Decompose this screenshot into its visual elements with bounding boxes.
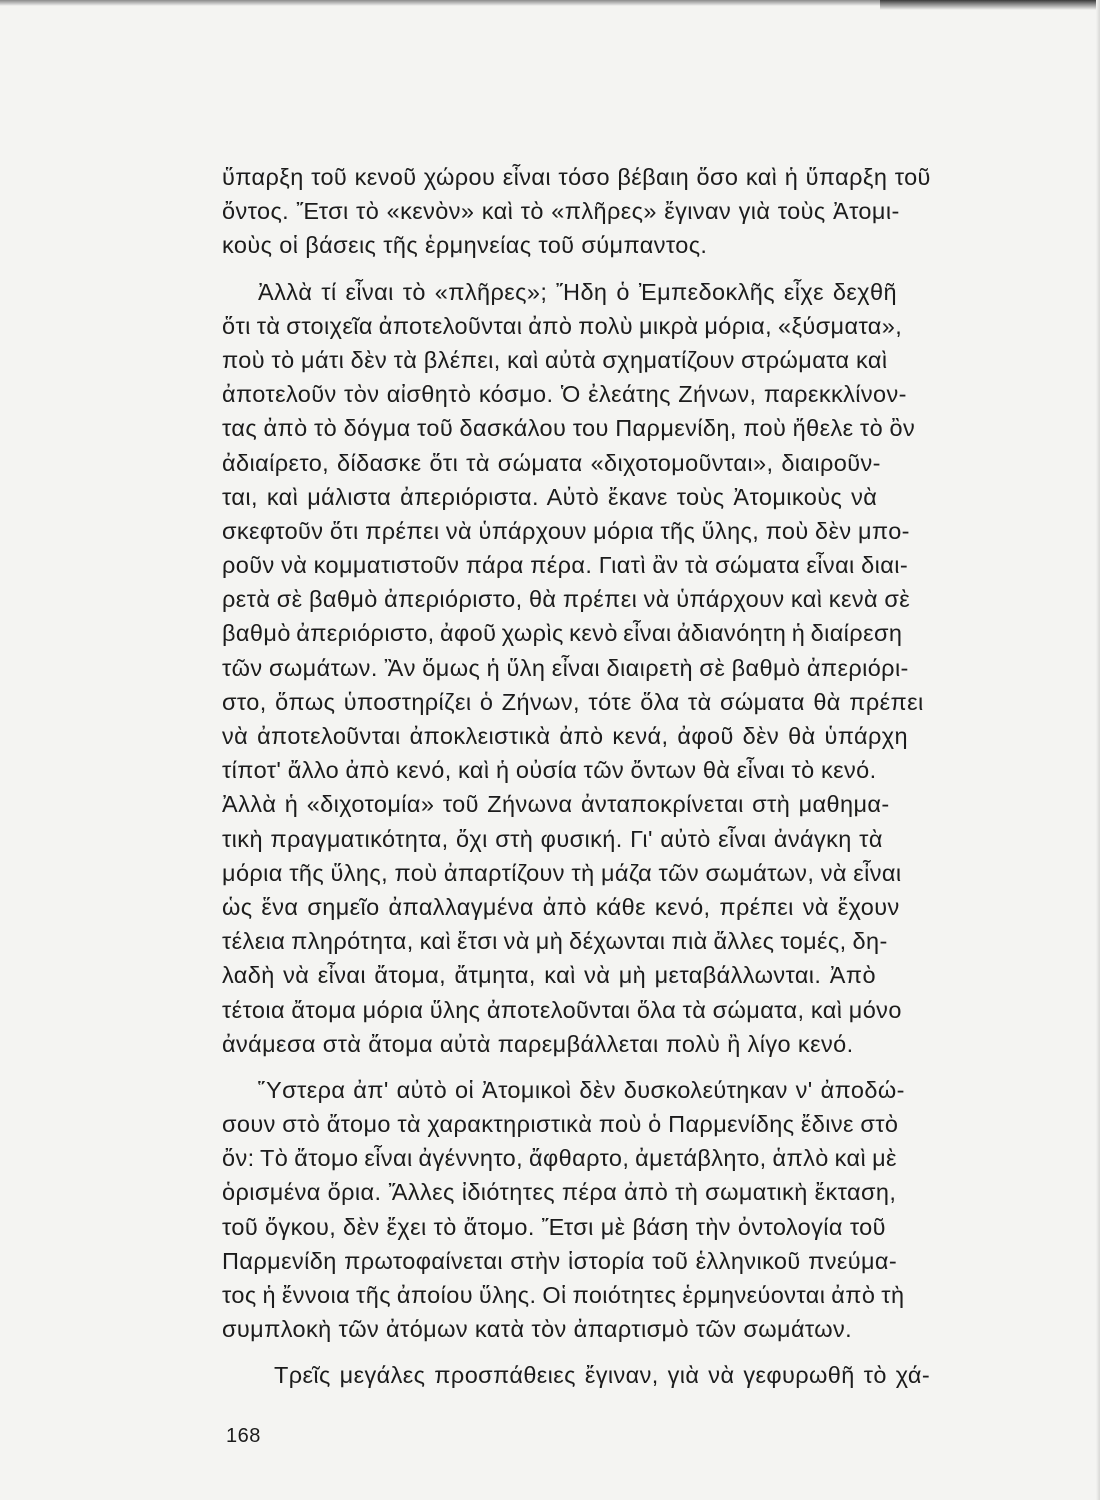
text-line: τικὴ πραγματικότητα, ὄχι στὴ φυσική. Γι' αὐτὸ εἶναι ἀνάγκη τὰ: [222, 825, 883, 852]
text-line: λαδὴ νὰ εἶναι ἄτομα, ἄτμητα, καὶ νὰ μὴ μεταβάλλωνται. Ἀπὸ: [222, 962, 876, 989]
text-line: τίποτ' ἄλλο ἀπὸ κενό, καὶ ἡ οὐσία τῶν ὄντων θὰ εἶναι τὸ κενό.: [222, 757, 877, 784]
text-line: ὡς ἕνα σημεῖο ἀπαλλαγμένα ἀπὸ κάθε κενό, πρέπει νὰ ἔχουν: [222, 893, 900, 920]
text-line: ροῦν νὰ κομματιστοῦν πάρα πέρα. Γιατὶ ἂν τὰ σώματα εἶναι διαι-: [222, 552, 909, 579]
text-line: σουν στὸ ἄτομο τὰ χαρακτηριστικὰ ποὺ ὁ Παρμενίδης ἔδινε στὸ: [222, 1111, 899, 1138]
text-line: μόρια τῆς ὕλης, ποὺ ἀπαρτίζουν τὴ μάζα τῶν σωμάτων, νὰ εἶναι: [222, 859, 902, 886]
text-line: τῶν σωμάτων. Ἂν ὅμως ἡ ὕλη εἶναι διαιρετὴ σὲ βαθμὸ ἀπεριόρι-: [222, 654, 909, 681]
text-line: ποὺ τὸ μάτι δὲν τὰ βλέπει, καὶ αὐτὰ σχηματίζουν στρώματα καὶ: [222, 346, 888, 373]
text-line: τέλεια πληρότητα, καὶ ἔτσι νὰ μὴ δέχωνται πιὰ ἄλλες τομές, δη-: [222, 928, 888, 955]
text-line: ἀνάμεσα στὰ ἄτομα αὐτὰ παρεμβάλλεται πολὺ ἢ λίγο κενό.: [222, 1030, 854, 1057]
text-line: ἀδιαίρετο, δίδασκε ὅτι τὰ σώματα «διχοτομοῦνται», διαιροῦν-: [222, 449, 881, 476]
text-line: Ἀλλὰ τί εἶναι τὸ «πλῆρες»; Ἤδη ὁ Ἐμπεδοκλῆς εἶχε δεχθῆ: [258, 278, 897, 305]
text-line: τος ἡ ἔννοια τῆς ἀποίου ὕλης. Οἱ ποιότητες ἑρμηνεύονται ἀπὸ τὴ: [222, 1282, 905, 1308]
scan-right-edge: [1096, 0, 1100, 1500]
text-line: Ἀλλὰ ἡ «διχοτομία» τοῦ Ζήνωνα ἀνταποκρίνεται στὴ μαθημα-: [222, 791, 890, 818]
text-line: Ὕστερα ἀπ' αὐτὸ οἱ Ἀτομικοὶ δὲν δυσκολεύτηκαν ν' ἀποδώ-: [258, 1076, 905, 1103]
text-line: ρετὰ σὲ βαθμὸ ἀπεριόριστο, θὰ πρέπει νὰ ὑπάρχουν καὶ κενὰ σὲ: [222, 586, 911, 613]
text-line: ται, καὶ μάλιστα ἀπεριόριστα. Αὐτὸ ἔκανε τοὺς Ἀτομικοὺς νὰ: [222, 483, 878, 510]
text-line: στο, ὅπως ὑποστηρίζει ὁ Ζήνων, τότε ὅλα τὰ σώματα θὰ πρέπει: [222, 688, 924, 715]
text-line: ἀποτελοῦν τὸν αἰσθητὸ κόσμο. Ὁ ἐλεάτης Ζήνων, παρεκκλίνον-: [222, 381, 907, 408]
text-line: νὰ ἀποτελοῦνται ἀποκλειστικὰ ἀπὸ κενά, ἀφοῦ δὲν θὰ ὑπάρχη: [222, 723, 908, 749]
text-line: κοὺς οἱ βάσεις τῆς ἑρμηνείας τοῦ σύμπαντος.: [222, 232, 708, 259]
text-line: ὅτι τὰ στοιχεῖα ἀποτελοῦνται ἀπὸ πολὺ μικρὰ μόρια, «ξύσματα»,: [222, 312, 903, 339]
text-line: συμπλοκὴ τῶν ἀτόμων κατὰ τὸν ἀπαρτισμὸ τῶν σωμάτων.: [222, 1316, 853, 1343]
text-line: βαθμὸ ἀπεριόριστο, ἀφοῦ χωρὶς κενὸ εἶναι ἀδιανόητη ἡ διαίρεση: [222, 620, 903, 647]
text-line: Τρεῖς μεγάλες προσπάθειες ἔγιναν, γιὰ νὰ γεφυρωθῆ τὸ χά-: [274, 1362, 931, 1389]
text-line: τοῦ ὄγκου, δὲν ἔχει τὸ ἄτομο. Ἔτσι μὲ βάση τὴν ὀντολογία τοῦ: [222, 1213, 886, 1240]
text-line: σκεφτοῦν ὅτι πρέπει νὰ ὑπάρχουν μόρια τῆς ὕλης, ποὺ δὲν μπο-: [222, 517, 910, 544]
text-line: ὄντος. Ἔτσι τὸ «κενὸν» καὶ τὸ «πλῆρες» ἔγιναν γιὰ τοὺς Ἀτομι-: [222, 198, 900, 225]
text-line: τας ἀπὸ τὸ δόγμα τοῦ δασκάλου του Παρμενίδη, ποὺ ἤθελε τὸ ὂν: [222, 415, 916, 442]
text-line: τέτοια ἄτομα μόρια ὕλης ἀποτελοῦνται ὅλα τὰ σώματα, καὶ μόνο: [222, 996, 902, 1023]
text-line: ὕπαρξη τοῦ κενοῦ χώρου εἶναι τόσο βέβαιη ὅσο καὶ ἡ ὕπαρξη τοῦ: [222, 164, 931, 190]
page-number: 168: [226, 1425, 261, 1447]
text-line: Παρμενίδη πρωτοφαίνεται στὴν ἱστορία τοῦ ἑλληνικοῦ πνεύμα-: [222, 1247, 898, 1274]
text-line: ὄν: Τὸ ἄτομο εἶναι ἀγέννητο, ἄφθαρτο, ἀμετάβλητο, ἁπλὸ καὶ μὲ: [222, 1145, 897, 1172]
body-text: [222, 160, 1042, 1393]
scan-top-corner-shadow: [880, 0, 1100, 10]
text-line: ὁρισμένα ὅρια. Ἄλλες ἰδιότητες πέρα ἀπὸ τὴ σωματικὴ ἔκταση,: [222, 1179, 897, 1206]
